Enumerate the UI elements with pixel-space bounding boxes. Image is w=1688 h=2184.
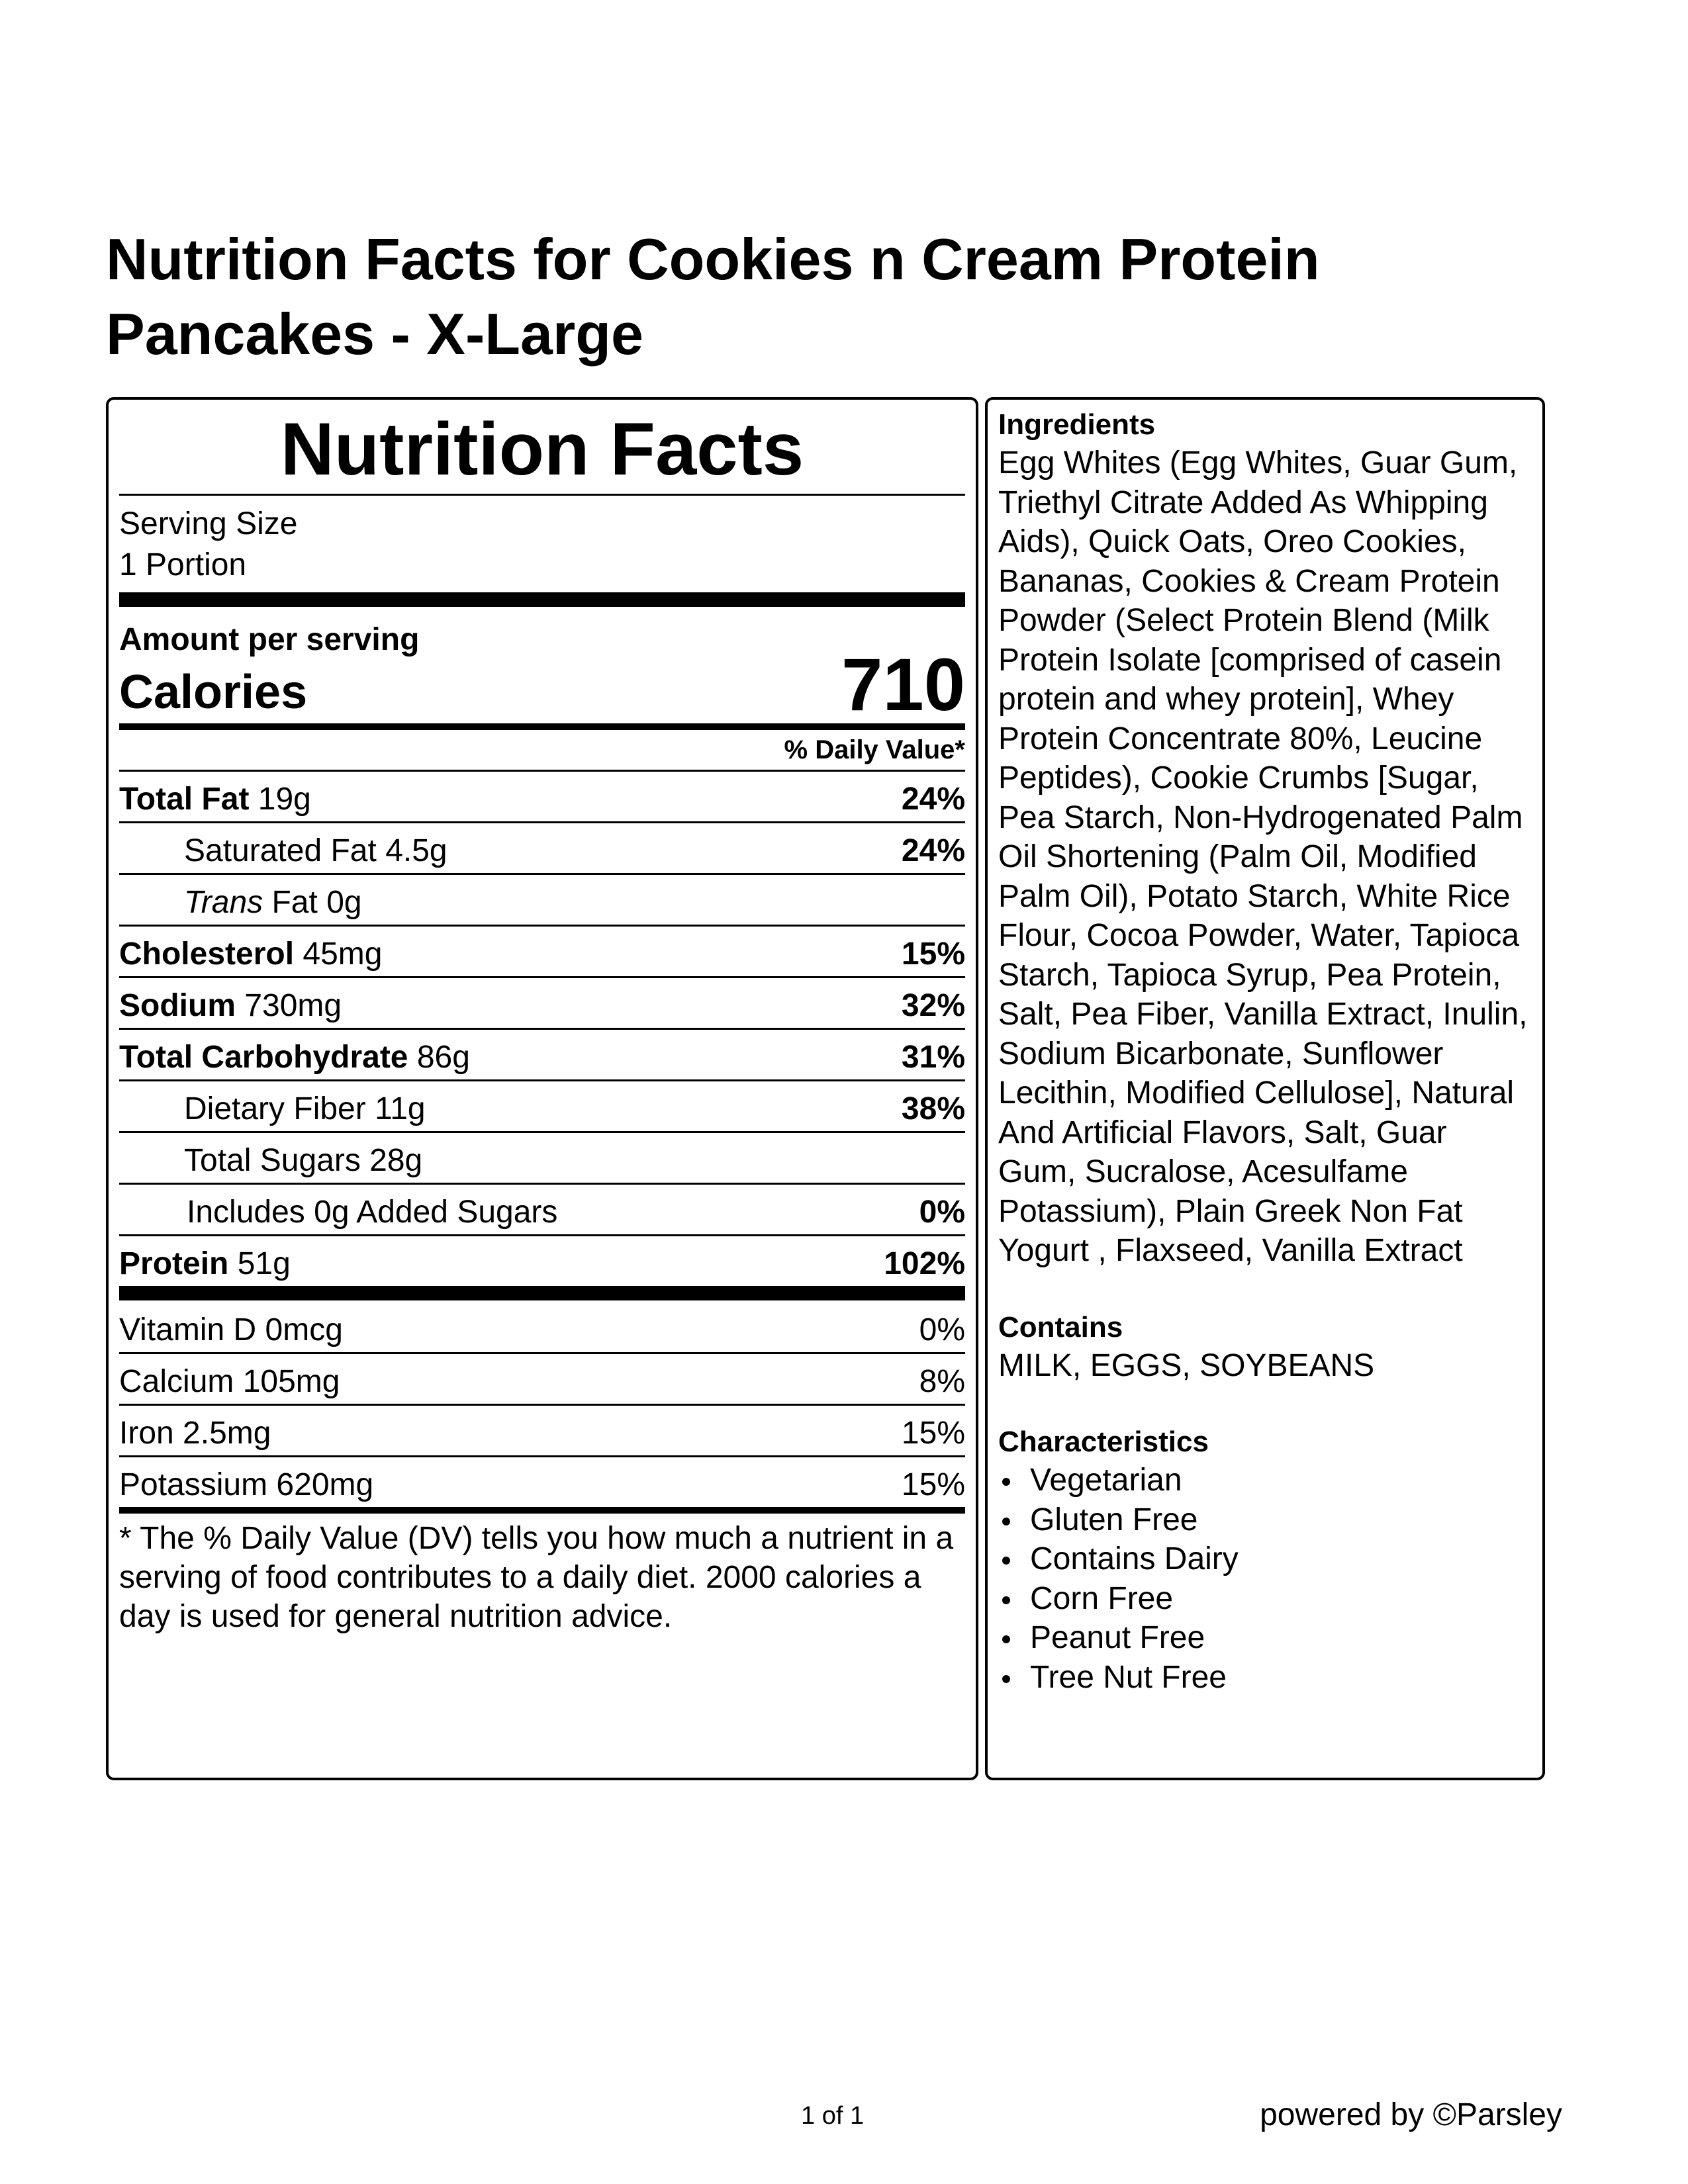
nutrient-row-total-sugars	[119, 1131, 965, 1183]
vitamin-row-calcium	[119, 1352, 965, 1404]
vitamin-text: Potassium 620mg	[119, 1467, 374, 1502]
nutrient-name: Total Carbohydrate	[119, 1040, 408, 1075]
page-title: Nutrition Facts for Cookies n Cream Protein Pancakes - X-Large	[106, 226, 1320, 367]
nutrient-row-sodium	[119, 976, 965, 1028]
vitamin-dv: 0%	[919, 1312, 965, 1347]
vitamin-text: Iron 2.5mg	[119, 1416, 271, 1451]
nutrient-amount: 45mg	[303, 936, 383, 972]
nutrient-name: Includes 0g Added Sugars	[187, 1195, 558, 1230]
vitamin-row-vitamin-d	[119, 1300, 965, 1352]
calories-row	[119, 643, 965, 726]
contains-text: MILK, EGGS, SOYBEANS	[998, 1347, 1375, 1383]
nutrient-row-trans-fat	[119, 873, 965, 925]
vitamin-row-iron	[119, 1404, 965, 1455]
vitamin-row-potassium	[119, 1455, 965, 1507]
divider-medium	[119, 1507, 965, 1514]
serving-size-value: 1 Portion	[119, 547, 247, 582]
list-item: Contains Dairy	[998, 1539, 1533, 1579]
amount-per-serving: Amount per serving	[119, 622, 420, 657]
contains-heading: Contains	[998, 1310, 1123, 1343]
nutrient-dv: 102%	[884, 1246, 965, 1281]
nutrient-name: Cholesterol	[119, 936, 295, 972]
nutrient-name-italic: Trans	[184, 885, 263, 920]
list-item: Tree Nut Free	[998, 1658, 1533, 1698]
nutrient-name: Dietary Fiber	[184, 1091, 366, 1126]
nutrition-facts-label	[106, 397, 978, 1780]
serving-size-label: Serving Size	[119, 506, 298, 541]
ingredients-text: Egg Whites (Egg Whites, Guar Gum, Triethyl Citrate Added As Whipping Aids), Quick Oats, Oreo Cookies, Bananas, Cookies & Cream Protein Powder (Select Protein Blend (Milk Protein Isolate [comprised of casein protein and whey protein], Whey Protein Concentrate 80%, Leucine Peptides), Cookie Crumbs [Sugar, Pea Starch, Non-Hydrogenated Palm Oil Shortening (Palm Oil, Modified Palm Oil), Potato Starch, White Rice Flour, Cocoa Powder, Water, Tapioca Starch, Tapioca Syrup, Pea Protein, Salt, Pea Fiber, Vanilla Extract, Inulin, Sodium Bicarbonate, Sunflower Lecithin, Modified Cellulose], Natural And Artificial Flavors, Salt, Guar Gum, Sucralose, Acesulfame Potassium), Plain Greek Non Fat Yogurt , Flaxseed, Vanilla Extract	[998, 445, 1528, 1268]
nutrient-name: Sodium	[119, 988, 236, 1023]
nutrient-dv: 24%	[901, 782, 965, 817]
list-item: Vegetarian	[998, 1461, 1533, 1500]
nutrient-amount: 28g	[369, 1143, 423, 1178]
nutrient-amount: 11g	[375, 1091, 426, 1126]
nutrient-row-cholesterol	[119, 925, 965, 976]
nutrient-amount: 51g	[237, 1246, 291, 1281]
nutrient-dv: 0%	[919, 1195, 965, 1230]
nutrient-row-dietary-fiber	[119, 1079, 965, 1131]
nutrient-amount: 19g	[258, 782, 311, 817]
vitamin-dv: 8%	[919, 1364, 965, 1399]
nutrient-row-total-carbohydrate	[119, 1028, 965, 1079]
divider-medium	[119, 723, 965, 730]
vitamin-text: Vitamin D 0mcg	[119, 1312, 343, 1347]
nutrient-dv: 31%	[901, 1040, 965, 1075]
divider-thick	[119, 1286, 965, 1300]
powered-by-text: powered by ©Parsley	[1260, 2097, 1562, 2132]
nutrient-name: Fat	[271, 885, 318, 920]
nutrient-row-added-sugars	[119, 1183, 965, 1234]
nutrient-row-saturated-fat	[119, 821, 965, 873]
divider-thick	[119, 592, 965, 607]
vitamin-dv: 15%	[901, 1416, 965, 1451]
nutrient-name: Saturated Fat	[184, 833, 377, 868]
nutrition-facts-heading: Nutrition Facts	[280, 408, 804, 490]
calories-label: Calories	[119, 666, 308, 719]
nutrient-dv: 32%	[901, 988, 965, 1023]
nutrient-name: Total Sugars	[184, 1143, 361, 1178]
nutrient-dv: 38%	[901, 1091, 965, 1126]
nutrient-name: Total Fat	[119, 782, 250, 817]
ingredients-heading: Ingredients	[998, 408, 1156, 441]
ingredients-panel	[985, 397, 1545, 1780]
nutrient-dv: 24%	[901, 833, 965, 868]
list-item: Gluten Free	[998, 1500, 1533, 1540]
page-number: 1 of 1	[801, 2102, 865, 2130]
calories-value: 710	[841, 643, 965, 726]
daily-value-footnote: * The % Daily Value (DV) tells you how much a nutrient in a serving of food contributes to a daily diet. 2000 calories a day is used for general nutrition advice.	[119, 1521, 954, 1634]
characteristics-list	[998, 1461, 1533, 1697]
vitamin-text: Calcium 105mg	[119, 1364, 340, 1399]
nutrient-name: Protein	[119, 1246, 229, 1281]
serving-size	[119, 496, 965, 592]
characteristics-heading: Characteristics	[998, 1426, 1209, 1458]
nutrient-row-protein	[119, 1234, 965, 1286]
daily-value-header: % Daily Value*	[784, 735, 965, 764]
nutrient-amount: 0g	[326, 885, 362, 920]
list-item: Corn Free	[998, 1579, 1533, 1619]
list-item: Peanut Free	[998, 1618, 1533, 1658]
nutrient-amount: 86g	[416, 1040, 470, 1075]
nutrient-dv: 15%	[901, 936, 965, 972]
nutrient-amount: 4.5g	[385, 833, 447, 868]
nutrient-amount: 730mg	[244, 988, 342, 1023]
nutrient-row-total-fat	[119, 770, 965, 821]
vitamin-dv: 15%	[901, 1467, 965, 1502]
